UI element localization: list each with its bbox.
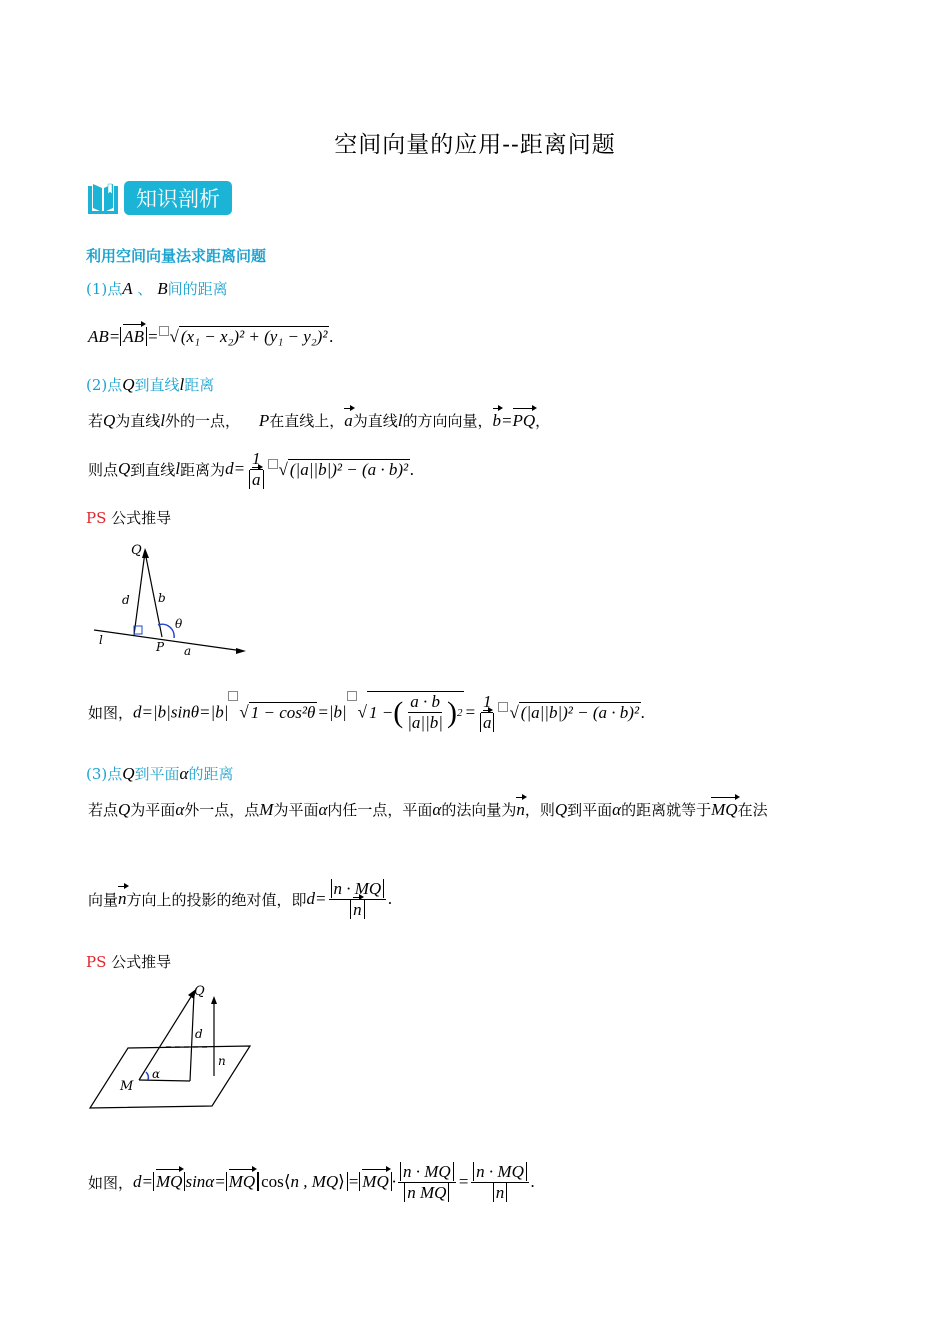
point-q: Q (118, 800, 131, 819)
derivation1: 如图， d=|b|sinθ=|b| √ 1 − cos²θ =|b| √ 1 − ( $\frac{a \cdot b}{|a||b|}$ ) 2 = $\frac{1}{a}$ √ (|a||b|)² − (a · b)² . (88, 691, 646, 732)
placeholder-box-icon (228, 691, 238, 701)
figure-point-plane (86, 980, 266, 1112)
banner-label: 知识剖析 (124, 181, 232, 215)
part2-line1 (88, 410, 550, 431)
part3-heading-mid: 到平面 (134, 765, 180, 783)
plane-alpha: α (318, 800, 328, 819)
d-eq: d= (133, 1172, 153, 1191)
fig1-label-d: d (122, 593, 130, 607)
fraction (478, 692, 497, 733)
part1-heading (86, 278, 228, 299)
fig1-label-b: b (158, 591, 166, 605)
text: 外一点，点 (184, 801, 260, 819)
fig2-label-q: Q (194, 984, 205, 999)
plane-alpha: α (612, 800, 622, 819)
page-title: 空间向量的应用--距离问题 (334, 132, 616, 158)
ps-text: 公式推导 (106, 509, 172, 527)
line-l: l (397, 411, 403, 430)
equals: = (501, 411, 513, 430)
vector-mq: MQ (228, 1172, 256, 1191)
fraction (471, 1162, 529, 1203)
plane-alpha: α (175, 800, 185, 819)
point-m: M (259, 800, 274, 819)
one-minus: 1 − (369, 702, 394, 722)
text: 外的一点， (165, 412, 241, 430)
part1-formula: AB= AB = √ (x₁ − x₂)² + (y₁ − y₂)² . (88, 327, 334, 346)
sin-alpha: sinα= (185, 1172, 226, 1191)
point-a: A (122, 279, 133, 298)
fig1-label-a: a (184, 644, 192, 658)
vector-ab: AB (123, 327, 145, 346)
d-eq: d= (225, 459, 246, 478)
text: 若点 (88, 801, 119, 819)
denominator: n (493, 1183, 508, 1202)
point-q: Q (118, 459, 131, 478)
fraction (247, 449, 266, 490)
ps-tag: PS (86, 953, 107, 971)
section-banner (86, 178, 232, 218)
vector-mq: MQ (711, 800, 738, 819)
part3-heading-prefix: (3)点 (86, 765, 123, 783)
numerator: n · MQ (400, 1162, 454, 1181)
point-q: Q (103, 411, 116, 430)
abs-b: |b| (328, 702, 347, 722)
part2-heading (86, 374, 214, 395)
vector-a: a (482, 712, 492, 732)
fig1-label-q: Q (131, 543, 142, 558)
line-l: l (175, 459, 181, 478)
numerator: n · MQ (473, 1162, 527, 1181)
fig1-label-theta: θ (175, 617, 183, 631)
text: 向量 (88, 890, 119, 909)
vector-n: n (118, 889, 127, 908)
radicand: 1 − cos²θ (250, 702, 316, 722)
numerator: 1 (252, 448, 261, 468)
text: 为平面 (130, 801, 176, 819)
part1-heading-prefix: (1)点 (86, 280, 123, 298)
equals: = (317, 702, 329, 722)
equals: = (457, 1172, 470, 1191)
angle-n-mq: n , MQ (290, 1172, 339, 1191)
text: 距离为 (180, 460, 226, 479)
vector-mq: MQ (156, 1172, 183, 1191)
formula-end: . (530, 1172, 536, 1191)
text: 为直线 (115, 412, 161, 430)
text: 若 (88, 412, 104, 430)
text: ， (535, 412, 551, 430)
placeholder-box-icon (159, 326, 169, 336)
placeholder-box-icon (268, 459, 278, 469)
text: 在直线上， (269, 412, 345, 430)
text: 为平面 (273, 801, 319, 819)
part2-heading-prefix: (2)点 (86, 376, 123, 394)
figure-point-line (88, 538, 258, 663)
fig1-label-l: l (99, 633, 103, 647)
ps2-label (86, 951, 171, 972)
text: 的法向量为 (441, 801, 517, 819)
ps-tag: PS (86, 509, 107, 527)
part3-heading-suffix: 的距离 (188, 765, 234, 783)
section-heading: 利用空间向量法求距离问题 (86, 247, 267, 265)
part3-line1 (88, 799, 768, 820)
formula-lhs: AB= (88, 327, 121, 346)
formula-end: . (329, 327, 334, 346)
fraction (398, 1162, 456, 1203)
derivation2: 如图， d= MQ sinα= MQ cos⟨n , MQ⟩ = MQ · $\frac{n \cdot MQ}{\text{n MQ}}$ = $\frac{n \cdot MQ}{n}$ . (88, 1161, 536, 1202)
part3-heading (86, 763, 234, 784)
placeholder-box-icon (498, 702, 508, 712)
point-p: P (258, 411, 270, 430)
d-eq: d= (133, 702, 153, 722)
plane-alpha: α (432, 800, 442, 819)
radicand: (|a||b|)² − (a · b)² (520, 702, 640, 722)
denominator: |a||b| (407, 713, 443, 732)
formula-radicand: (x₁ − x₂)² + (y₁ − y₂)² (180, 327, 328, 346)
abs-b: |b| (153, 702, 171, 722)
vector-pq: PQ (512, 411, 536, 430)
text: 的方向向量， (402, 412, 493, 430)
text: 则点 (88, 460, 119, 479)
text: ，则 (524, 801, 555, 819)
plane-alpha: α (179, 764, 189, 783)
point-q: Q (554, 800, 568, 819)
text: 方向上的投影的绝对值，即 (126, 890, 307, 909)
ps1-label (86, 507, 171, 528)
part2-line2: 则点 Q 到直线 l 距离为 d= $\frac{1}{a}$ √ (|a||b|)² − (a · b)² . (88, 448, 415, 489)
numerator: n · MQ (331, 879, 385, 898)
text: 在法 (737, 801, 768, 819)
equals: = (464, 702, 476, 722)
formula-radicand: (|a||b|)² − (a · b)² (289, 459, 409, 479)
part2-heading-mid: 到直线 (134, 376, 180, 394)
dot: · (391, 1172, 396, 1191)
d-eq: d= (306, 889, 327, 908)
formula-end: . (410, 459, 415, 479)
text: 为直线 (352, 412, 398, 430)
fig2-label-m: M (120, 1079, 134, 1094)
vector-n: n (353, 899, 362, 919)
fig2-label-n: n (218, 1054, 226, 1068)
placeholder-box-icon (347, 691, 357, 701)
vector-n: n (516, 800, 525, 819)
point-b: B (157, 279, 168, 298)
text: 如图， (88, 703, 134, 722)
equals: = (347, 1172, 360, 1191)
formula-end: . (388, 889, 393, 908)
fig2-label-d: d (195, 1027, 203, 1041)
vector-mq: MQ (362, 1172, 389, 1191)
fig1-label-p: P (156, 640, 165, 654)
line-l: l (160, 411, 166, 430)
part2-heading-suffix: 距离 (184, 376, 215, 394)
point-q: Q (122, 764, 135, 783)
fig2-label-alpha: α (152, 1067, 161, 1081)
abs-b: |b| (210, 702, 229, 722)
book-icon (86, 180, 120, 216)
text: 内任一点，平面 (327, 801, 433, 819)
line-l: l (179, 375, 185, 394)
text: 如图， (88, 1173, 134, 1192)
fraction (329, 879, 387, 920)
cos: cos (261, 1172, 284, 1191)
numerator: 1 (482, 691, 492, 711)
ps-text: 公式推导 (106, 953, 172, 971)
part1-heading-suffix: 间的距离 (167, 280, 228, 298)
numerator: a · b (410, 692, 440, 711)
vector-a: a (252, 469, 261, 489)
formula-eq: = (147, 327, 159, 346)
text: 到平面 (567, 801, 613, 819)
vector-b: b (492, 411, 502, 430)
denominator: n MQ (404, 1183, 449, 1202)
part3-line2 (88, 872, 392, 926)
vector-a: a (344, 411, 353, 430)
separator: 、 (137, 280, 153, 298)
formula-end: . (641, 702, 646, 722)
point-q: Q (122, 375, 135, 394)
text: 的距离就等于 (621, 801, 712, 819)
text: 到直线 (130, 460, 176, 479)
sin-theta: sinθ= (170, 702, 211, 722)
